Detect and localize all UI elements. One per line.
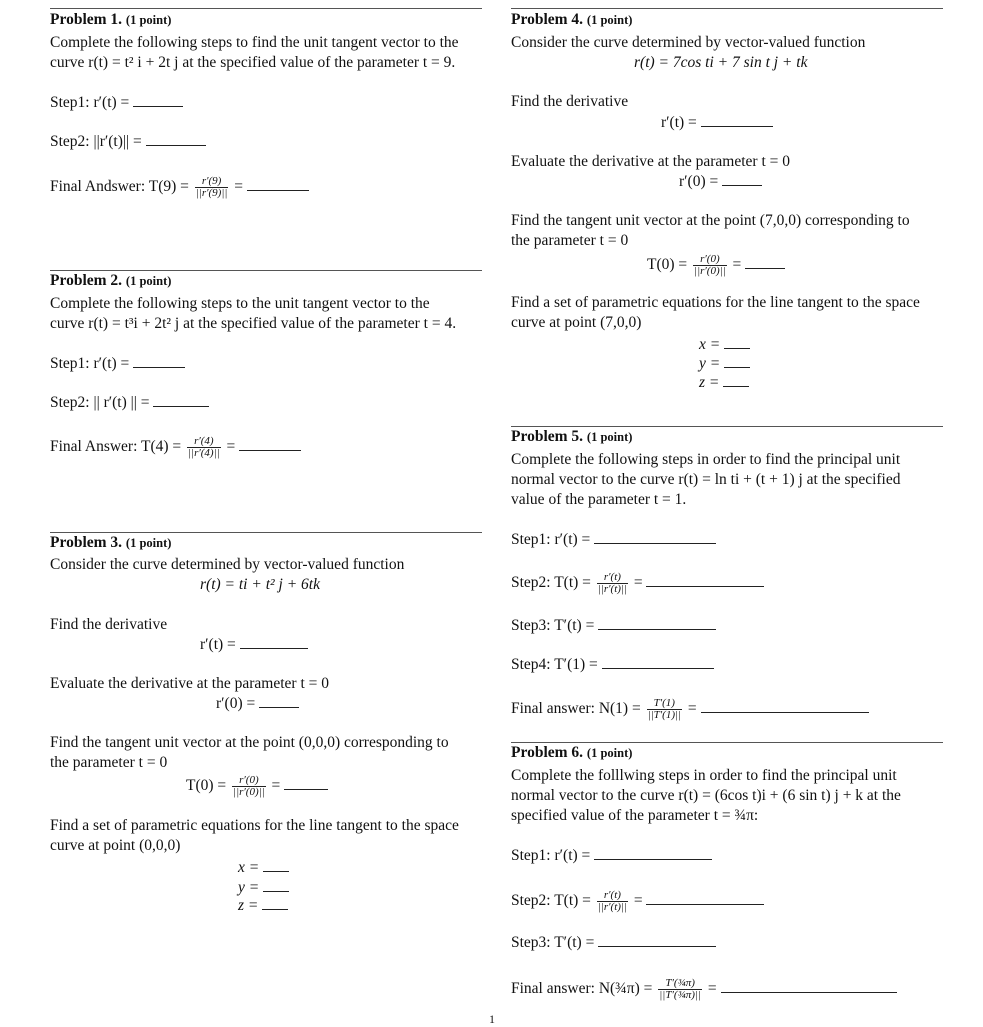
problem-4-header [511, 11, 632, 29]
problem-3-intro: Consider the curve determined by vector-valued function [50, 556, 405, 573]
problem-4-find-derivative: Find the derivative [511, 93, 629, 110]
problem-4-line-line1: Find a set of parametric equations for the line tangent to the space [511, 294, 920, 311]
problem-3-derivative-label: r′(t) = [200, 636, 236, 653]
problem-6-step2 [511, 890, 764, 913]
problem-5-step1-answer-blank[interactable] [594, 530, 716, 544]
problem-6-step2-equals: = [633, 892, 643, 910]
problem-1-step2 [50, 132, 206, 152]
problem-3-x [238, 858, 289, 877]
problem-6-rule [511, 742, 943, 743]
problem-1-step2-label: Step2: ||r′(t)|| = [50, 133, 142, 150]
problem-6-step3-answer-blank[interactable] [598, 933, 716, 947]
problem-5-step4-label: Step4: T′(1) = [511, 656, 598, 673]
problem-5-final [511, 698, 869, 721]
problem-3-derivative-answer-blank[interactable] [240, 635, 308, 649]
problem-1-step1 [50, 93, 183, 113]
problem-4-derivative [661, 113, 773, 133]
problem-3-find-derivative: Find the derivative [50, 616, 168, 633]
problem-3-function: r(t) = ti + t² j + 6tk [200, 576, 320, 593]
problem-5-step2-equals: = [633, 574, 643, 592]
problem-4-z-label: z = [699, 374, 720, 391]
problem-3-x-label: x = [238, 859, 260, 876]
problem-5-final-fraction-denominator: ||T′(1)|| [647, 709, 682, 721]
problem-5-step1 [511, 530, 716, 550]
problem-4-fraction [693, 254, 727, 277]
problem-5-step2-fraction-denominator: ||r′(t)|| [597, 583, 627, 595]
problem-3-tangent-line1: Find the tangent unit vector at the point (0,0,0) corresponding to [50, 734, 449, 751]
problem-6-step1-answer-blank[interactable] [594, 846, 712, 860]
problem-5-final-fraction [647, 698, 682, 721]
problem-3-fraction [232, 775, 266, 798]
problem-3-points: (1 point) [125, 536, 172, 550]
problem-3-derivative [200, 635, 308, 655]
problem-5-step2-label: Step2: T(t) = [511, 574, 591, 592]
problem-4-T0-label: T(0) = [647, 256, 688, 274]
problem-2-points: (1 point) [125, 274, 172, 288]
problem-4-T0-answer-blank[interactable] [745, 255, 785, 269]
problem-6-step2-fraction-numerator: r′(t) [603, 889, 621, 901]
problem-5-prompt-line1: Complete the following steps in order to find the principal unit [511, 451, 901, 468]
problem-6-step3-label: Step3: T′(t) = [511, 934, 595, 951]
problem-2-header [50, 272, 171, 290]
problem-6-step3 [511, 933, 716, 953]
problem-4-tangent-line1: Find the tangent unit vector at the point (7,0,0) corresponding to [511, 212, 910, 229]
problem-4-line-line2: curve at point (7,0,0) [511, 314, 642, 331]
problem-5-step4-answer-blank[interactable] [602, 655, 714, 669]
problem-6-prompt-line1: Complete the folllwing steps in order to find the principal unit [511, 767, 897, 784]
problem-6-prompt-line2: normal vector to the curve r(t) = (6cos t)i + (6 sin t) j + k at the [511, 787, 901, 804]
problem-5-step2 [511, 572, 764, 595]
problem-2-fraction-denominator: ||r′(4)|| [188, 447, 220, 459]
problem-6-final-fraction-numerator: T′(¾π) [665, 977, 695, 989]
problem-2-step2-answer-blank[interactable] [153, 393, 209, 407]
problem-6-step1-label: Step1: r′(t) = [511, 847, 591, 864]
problem-5-prompt-line2: normal vector to the curve r(t) = ln ti + (t + 1) j at the specified [511, 471, 901, 488]
problem-6-final-fraction [658, 978, 702, 1001]
problem-1-step1-label: Step1: r′(t) = [50, 94, 130, 111]
problem-3-z-answer-blank[interactable] [262, 896, 288, 910]
problem-4-eval-label: r′(0) = [679, 173, 719, 190]
problem-4-T0-equals: = [732, 256, 742, 274]
problem-1-fraction-numerator: r′(9) [201, 175, 222, 187]
problem-4-T0 [647, 254, 785, 277]
problem-2-title: Problem 2. [50, 272, 123, 289]
problem-3-eval-text: Evaluate the derivative at the parameter t = 0 [50, 675, 329, 692]
problem-2-fraction [187, 436, 221, 459]
problem-4-derivative-answer-blank[interactable] [701, 113, 773, 127]
problem-5-step2-fraction [597, 572, 628, 595]
problem-1-title: Problem 1. [50, 11, 123, 28]
problem-2-fraction-numerator: r′(4) [194, 435, 214, 447]
problem-5-header [511, 428, 632, 446]
problem-4-y-answer-blank[interactable] [724, 354, 750, 368]
problem-6-points: (1 point) [586, 746, 633, 760]
problem-4-derivative-label: r′(t) = [661, 114, 697, 131]
problem-4-function: r(t) = 7cos ti + 7 sin t j + tk [634, 54, 808, 71]
problem-2-prompt-line1: Complete the following steps to the unit tangent vector to the [50, 295, 430, 312]
problem-6-final-answer-blank[interactable] [721, 979, 897, 993]
problem-2-step1 [50, 354, 185, 374]
problem-4-x-answer-blank[interactable] [724, 335, 750, 349]
problem-5-title: Problem 5. [511, 428, 584, 445]
problem-4-fraction-numerator: r′(0) [700, 253, 720, 265]
problem-6-step2-label: Step2: T(t) = [511, 892, 591, 910]
problem-1-rule [50, 8, 482, 9]
problem-3-T0 [186, 775, 328, 798]
problem-6-step2-fraction-denominator: ||r′(t)|| [597, 901, 627, 913]
problem-4-rule [511, 8, 943, 9]
problem-3-eval-label: r′(0) = [216, 695, 256, 712]
problem-6-final-equals: = [707, 980, 717, 998]
problem-3-T0-equals: = [271, 777, 281, 795]
problem-6-step2-fraction [597, 890, 628, 913]
problem-5-step3 [511, 616, 716, 636]
problem-1-prompt-line1: Complete the following steps to find the unit tangent vector to the [50, 34, 459, 51]
problem-3-line-line1: Find a set of parametric equations for the line tangent to the space [50, 817, 459, 834]
problem-2-final-answer-blank[interactable] [239, 437, 301, 451]
problem-6-step2-answer-blank[interactable] [646, 891, 764, 905]
problem-5-step2-answer-blank[interactable] [646, 573, 764, 587]
problem-4-eval-answer-blank[interactable] [722, 172, 762, 186]
problem-3-y-label: y = [238, 879, 260, 896]
problem-5-step2-fraction-numerator: r′(t) [603, 571, 621, 583]
problem-4-y-label: y = [699, 355, 721, 372]
problem-1-final-label: Final Andswer: T(9) = [50, 178, 189, 196]
problem-1-fraction-denominator: ||r′(9)|| [195, 187, 228, 199]
problem-1-step2-answer-blank[interactable] [146, 132, 206, 146]
problem-4-fraction-denominator: ||r′(0)|| [694, 265, 726, 277]
problem-3-z-label: z = [238, 897, 259, 914]
problem-5-final-label: Final answer: N(1) = [511, 700, 641, 718]
problem-3-rule [50, 532, 482, 533]
problem-3-z [238, 896, 288, 915]
problem-5-step3-answer-blank[interactable] [598, 616, 716, 630]
problem-3-fraction-numerator: r′(0) [239, 774, 259, 786]
problem-3-eval [216, 694, 299, 714]
problem-5-final-answer-blank[interactable] [701, 699, 869, 713]
problem-3-x-answer-blank[interactable] [263, 858, 289, 872]
problem-1-final-equals: = [234, 178, 244, 196]
problem-4-points: (1 point) [586, 13, 633, 27]
problem-3-T0-answer-blank[interactable] [284, 776, 328, 790]
problem-1-final-answer-blank[interactable] [247, 177, 309, 191]
problem-3-fraction-denominator: ||r′(0)|| [233, 786, 265, 798]
problem-4-tangent-line2: the parameter t = 0 [511, 232, 629, 249]
problem-2-step1-label: Step1: r′(t) = [50, 355, 130, 372]
problem-2-final-label: Final Answer: T(4) = [50, 438, 182, 456]
problem-6-final [511, 978, 897, 1001]
problem-4-z [699, 373, 749, 392]
problem-2-final-equals: = [226, 438, 236, 456]
problem-2-step2 [50, 393, 209, 413]
problem-5-final-equals: = [687, 700, 697, 718]
problem-3-y-answer-blank[interactable] [263, 878, 289, 892]
problem-6-final-fraction-denominator: ||T′(¾π)|| [659, 989, 701, 1001]
problem-5-points: (1 point) [586, 430, 633, 444]
problem-5-step4 [511, 655, 714, 675]
problem-4-intro: Consider the curve determined by vector-valued function [511, 34, 866, 51]
problem-6-header [511, 744, 632, 762]
problem-2-prompt-line2: curve r(t) = t³i + 2t² j at the specified value of the parameter t = 4. [50, 315, 457, 332]
problem-1-points: (1 point) [125, 13, 172, 27]
problem-4-eval-text: Evaluate the derivative at the parameter t = 0 [511, 153, 790, 170]
problem-4-title: Problem 4. [511, 11, 584, 28]
problem-6-title: Problem 6. [511, 744, 584, 761]
problem-3-eval-answer-blank[interactable] [259, 694, 299, 708]
problem-5-prompt-line3: value of the parameter t = 1. [511, 491, 687, 508]
problem-4-z-answer-blank[interactable] [723, 373, 749, 387]
problem-1-step1-answer-blank[interactable] [133, 93, 183, 107]
problem-2-step2-label: Step2: || r′(t) || = [50, 394, 150, 411]
problem-1-fraction [195, 176, 229, 199]
problem-3-T0-label: T(0) = [186, 777, 227, 795]
problem-5-rule [511, 426, 943, 427]
problem-6-final-label: Final answer: N(¾π) = [511, 980, 653, 998]
problem-5-step3-label: Step3: T′(t) = [511, 617, 595, 634]
problem-1-final [50, 176, 309, 199]
problem-2-step1-answer-blank[interactable] [133, 354, 185, 368]
page-number: 1 [489, 1012, 495, 1026]
problem-3-title: Problem 3. [50, 534, 123, 551]
problem-3-line-line2: curve at point (0,0,0) [50, 837, 181, 854]
problem-4-x-label: x = [699, 336, 721, 353]
problem-1-header [50, 11, 171, 29]
problem-6-prompt-line3: specified value of the parameter t = ¾π: [511, 807, 759, 824]
problem-4-x [699, 335, 750, 354]
problem-3-header [50, 534, 171, 552]
problem-4-eval [679, 172, 762, 192]
problem-4-y [699, 354, 750, 373]
problem-2-rule [50, 270, 482, 271]
problem-5-final-fraction-numerator: T′(1) [653, 697, 675, 709]
problem-3-tangent-line2: the parameter t = 0 [50, 754, 168, 771]
problem-3-y [238, 878, 289, 897]
problem-1-prompt-line2: curve r(t) = t² i + 2t j at the specified value of the parameter t = 9. [50, 54, 456, 71]
problem-2-final [50, 436, 301, 459]
problem-6-step1 [511, 846, 712, 866]
problem-5-step1-label: Step1: r′(t) = [511, 531, 591, 548]
